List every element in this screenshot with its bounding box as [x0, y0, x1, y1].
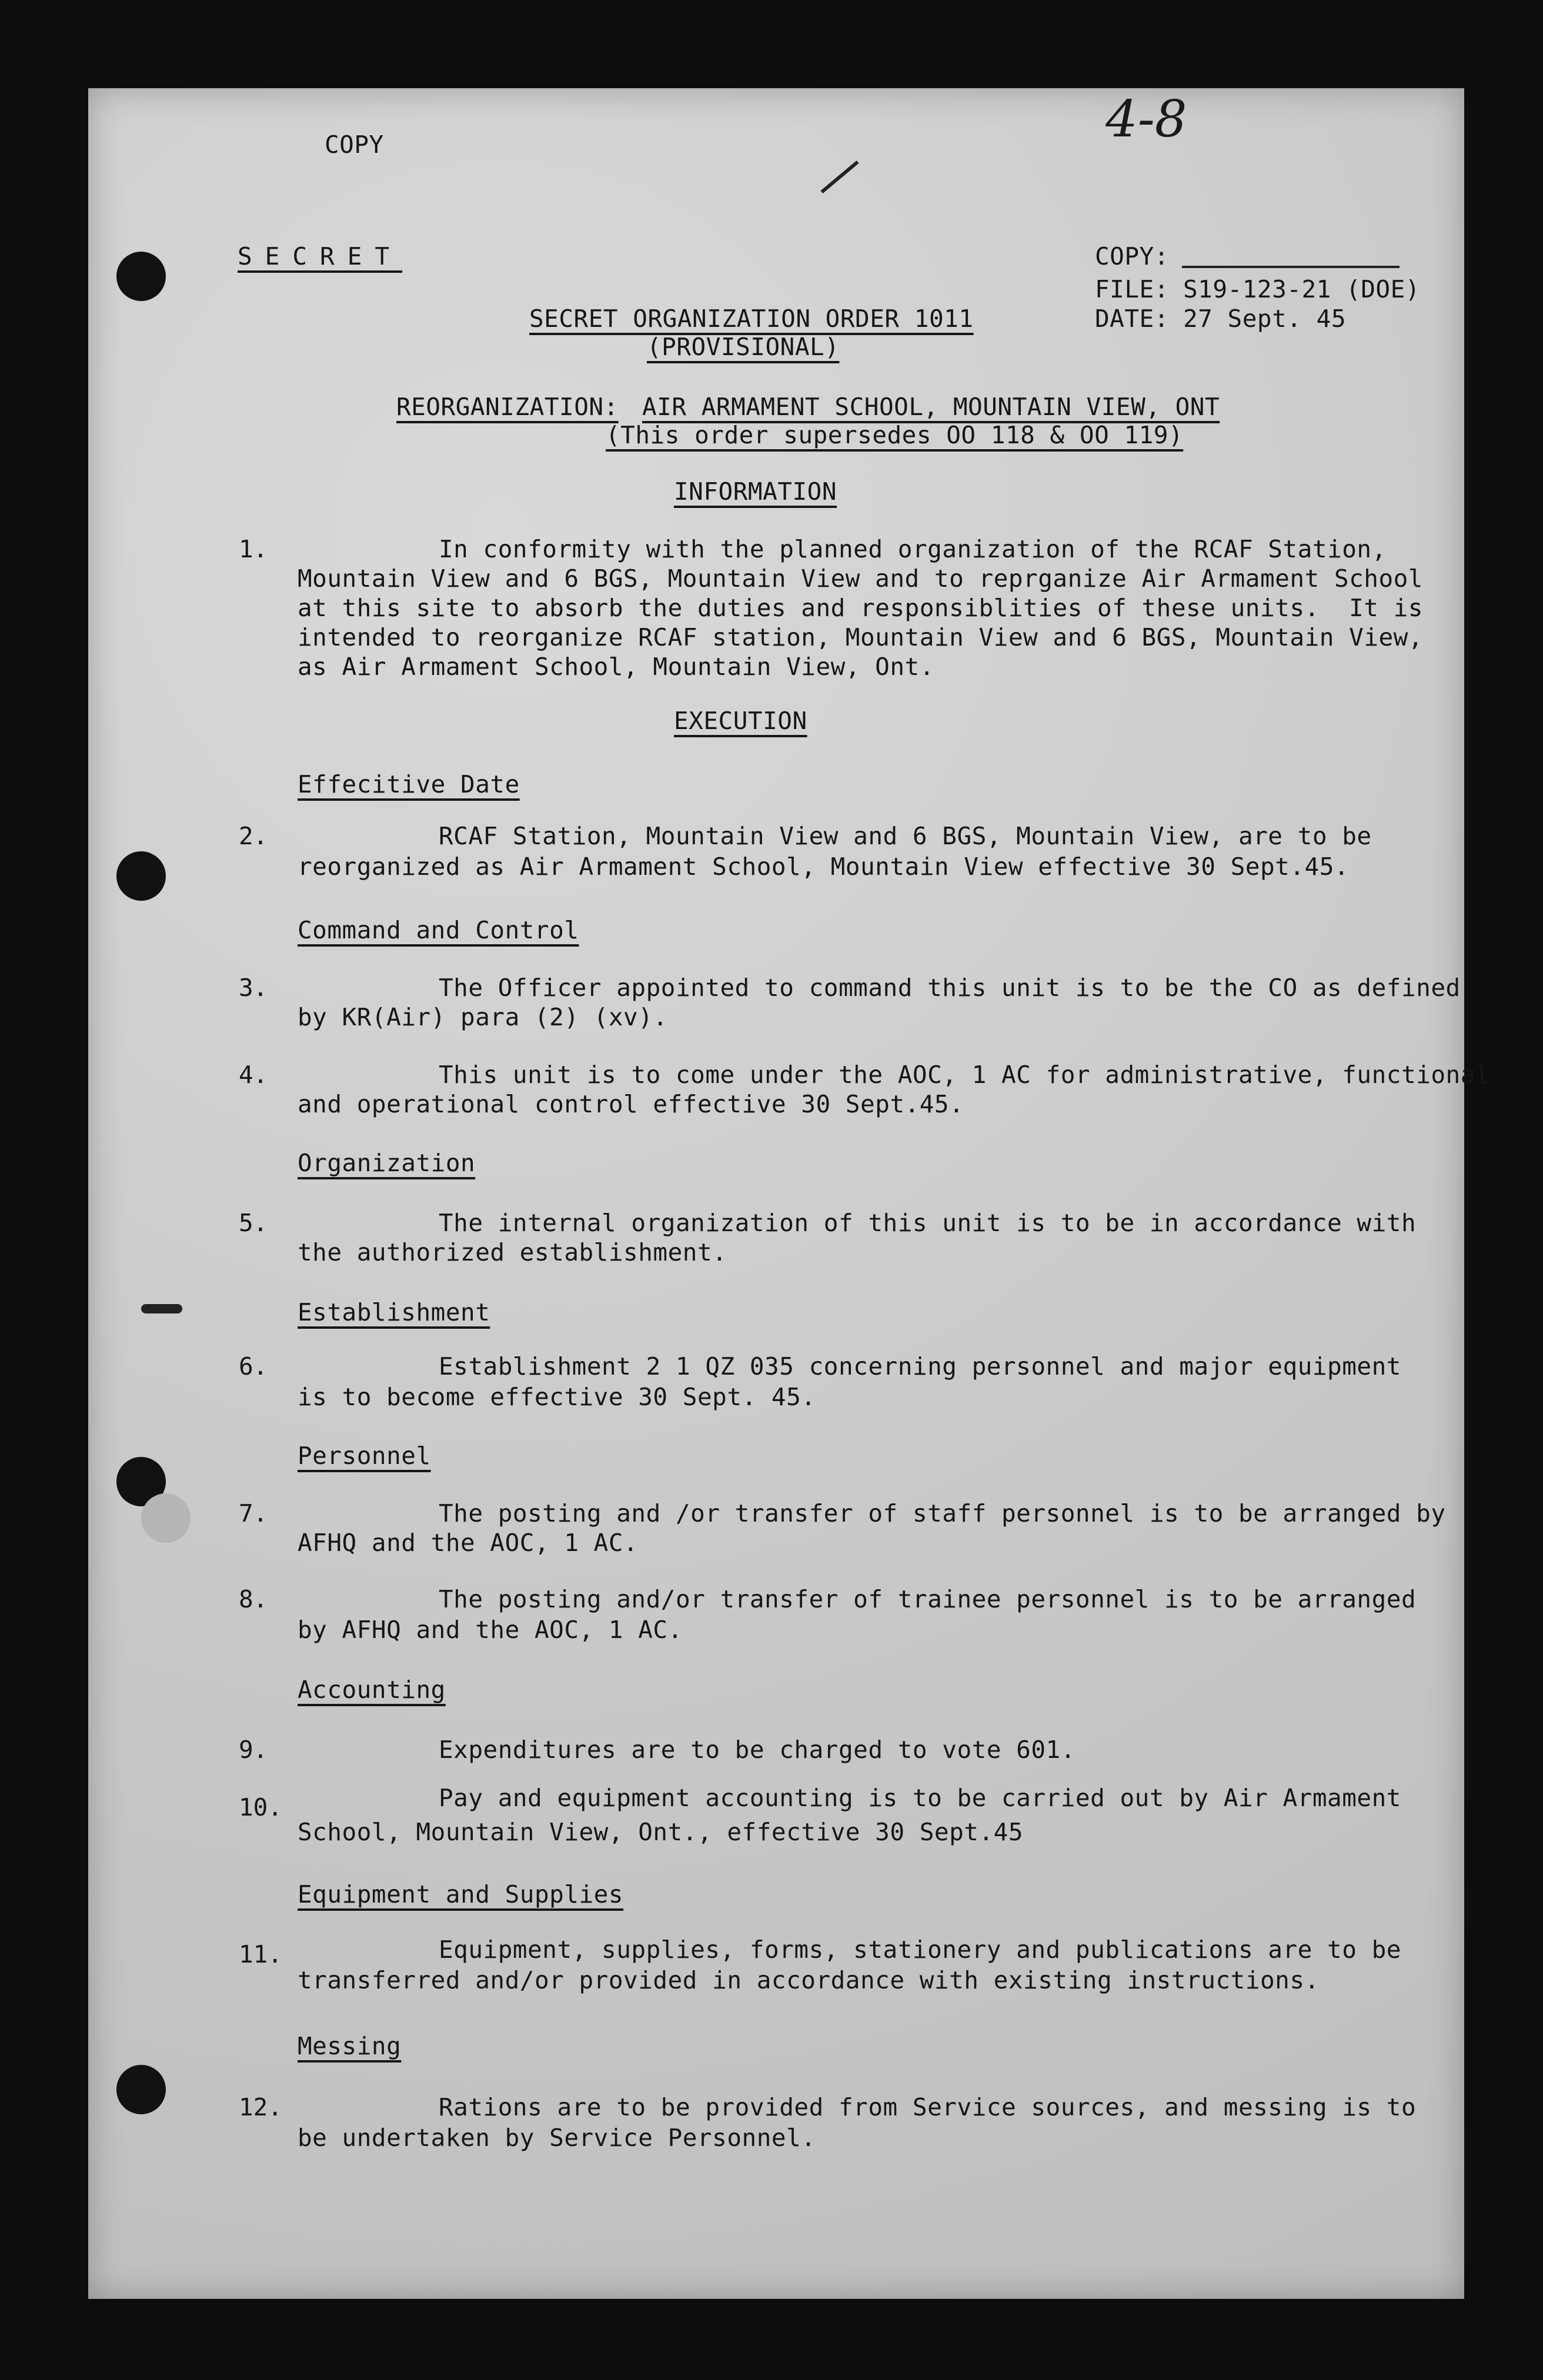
paragraph-line: transferred and/or provided in accordance with existing instructions.	[298, 1966, 1320, 1994]
paragraph-line: intended to reorganize RCAF station, Mountain View and 6 BGS, Mountain View,	[298, 623, 1423, 651]
paragraph-line: This unit is to come under the AOC, 1 AC for administrative, functional	[439, 1061, 1491, 1089]
paragraph-line: The posting and/or transfer of trainee personnel is to be arranged	[439, 1585, 1417, 1613]
subheading-organization: Organization	[298, 1149, 476, 1177]
paragraph-line: The Officer appointed to command this unit is to be the CO as defined	[439, 974, 1461, 1002]
punch-hole	[116, 2065, 166, 2114]
paragraph-number: 1.	[239, 535, 268, 563]
subheading-effective-date: Effecitive Date	[298, 770, 520, 798]
subject-label: REORGANIZATION:	[396, 393, 619, 421]
paragraph-number: 8.	[239, 1585, 268, 1613]
paragraph-line: School, Mountain View, Ont., effective 30 Sept.45	[298, 1818, 1024, 1846]
paragraph-number: 6.	[239, 1352, 268, 1380]
subheading-equipment-supplies: Equipment and Supplies	[298, 1880, 624, 1908]
punch-hole	[116, 851, 166, 901]
paragraph-number: 5.	[239, 1209, 268, 1237]
paragraph-line: by AFHQ and the AOC, 1 AC.	[298, 1616, 683, 1644]
subheading-personnel: Personnel	[298, 1442, 431, 1470]
date-label: DATE:	[1095, 305, 1169, 333]
paragraph-line: reorganized as Air Armament School, Mountain View effective 30 Sept.45.	[298, 853, 1350, 881]
paragraph-line: Rations are to be provided from Service sources, and messing is to	[439, 2093, 1417, 2121]
paragraph-number: 7.	[239, 1499, 268, 1527]
paragraph-number: 10.	[239, 1793, 283, 1821]
order-title: SECRET ORGANIZATION ORDER 1011	[529, 305, 974, 333]
paragraph-line: Establishment 2 1 QZ 035 concerning personnel and major equipment	[439, 1352, 1401, 1380]
file-label: FILE:	[1095, 275, 1169, 303]
handwritten-reference: 4-8	[1106, 90, 1187, 149]
paragraph-line: and operational control effective 30 Sept.45.	[298, 1090, 964, 1118]
paragraph-line: The posting and /or transfer of staff personnel is to be arranged by	[439, 1499, 1446, 1527]
paragraph-line: the authorized establishment.	[298, 1238, 727, 1266]
supersedes-note: (This order supersedes OO 118 & OO 119)	[606, 421, 1184, 449]
subheading-establishment: Establishment	[298, 1298, 490, 1326]
paragraph-line: The internal organization of this unit is to be in accordance with	[439, 1209, 1417, 1237]
subheading-accounting: Accounting	[298, 1676, 446, 1704]
paragraph-line: as Air Armament School, Mountain View, Ont.	[298, 653, 934, 681]
margin-mark	[141, 1304, 182, 1313]
date-value: 27 Sept. 45	[1183, 305, 1347, 333]
subheading-command-control: Command and Control	[298, 916, 579, 944]
classification-label: SECRET	[238, 242, 403, 270]
section-heading-execution: EXECUTION	[674, 707, 807, 735]
paragraph-line: Equipment, supplies, forms, stationery and publications are to be	[439, 1936, 1401, 1964]
section-heading-information: INFORMATION	[674, 477, 837, 506]
paragraph-number: 4.	[239, 1061, 268, 1089]
paragraph-line: Mountain View and 6 BGS, Mountain View and to reprganize Air Armament School	[298, 564, 1423, 593]
copy-number-label: COPY:	[1095, 242, 1169, 270]
paragraph-line: Expenditures are to be charged to vote 601.	[439, 1736, 1076, 1764]
subheading-messing: Messing	[298, 2032, 402, 2060]
paragraph-line: AFHQ and the AOC, 1 AC.	[298, 1529, 639, 1557]
paragraph-number: 2.	[239, 822, 268, 850]
subject-value: AIR ARMAMENT SCHOOL, MOUNTAIN VIEW, ONT	[642, 393, 1220, 421]
paragraph-number: 9.	[239, 1736, 268, 1764]
paragraph-number: 3.	[239, 974, 268, 1002]
punch-hole	[141, 1493, 191, 1543]
order-subtitle: (PROVISIONAL)	[647, 333, 840, 361]
copy-number-line	[1182, 266, 1400, 268]
paragraph-line: at this site to absorb the duties and responsiblities of these units. It is	[298, 594, 1423, 622]
paragraph-number: 11.	[239, 1940, 283, 1968]
paragraph-number: 12.	[239, 2093, 283, 2121]
punch-hole	[116, 252, 166, 301]
paragraph-line: Pay and equipment accounting is to be carried out by Air Armament	[439, 1784, 1401, 1812]
copy-stamp: COPY	[325, 131, 384, 159]
paragraph-line: RCAF Station, Mountain View and 6 BGS, Mountain View, are to be	[439, 822, 1372, 850]
file-number: S19-123-21 (DOE)	[1183, 275, 1420, 303]
paragraph-line: In conformity with the planned organization of the RCAF Station,	[439, 535, 1387, 563]
paragraph-line: by KR(Air) para (2) (xv).	[298, 1003, 668, 1031]
paragraph-line: be undertaken by Service Personnel.	[298, 2124, 816, 2152]
paragraph-line: is to become effective 30 Sept. 45.	[298, 1383, 816, 1411]
